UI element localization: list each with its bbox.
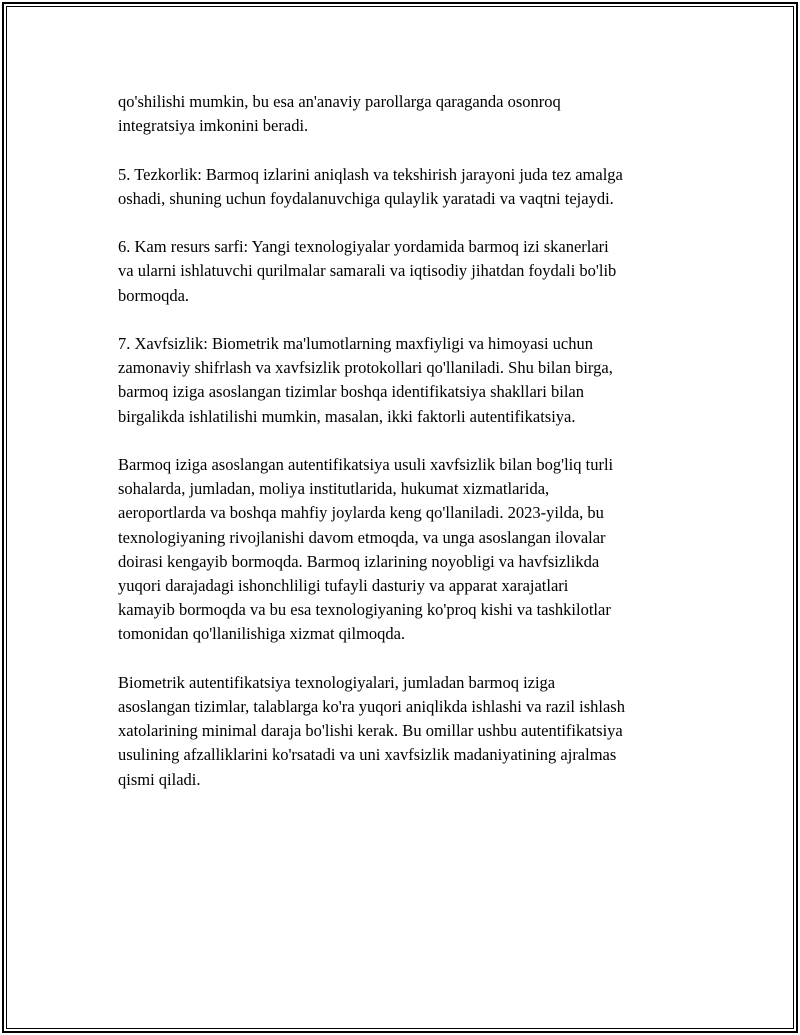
paragraph-security: 7. Xavfsizlik: Biometrik ma'lumotlarning maxfiyligi va himoyasi uchun zamonaviy shifrlash va xavfsizlik protokollari qo'llaniladi. Shu bilan birga, barmoq iziga asoslangan tizimlar boshqa identifikatsiya shakllari bilan birgalikda ishlatilishi mumkin, masalan, ikki faktorli autentifikatsiya. bbox=[118, 333, 613, 426]
paragraph-speed: 5. Tezkorlik: Barmoq izlarini aniqlash va tekshirish jarayoni juda tez amalga oshadi, shuning uchun foydalanuvchiga qulaylik yaratadi va vaqtni tejaydi. bbox=[118, 164, 623, 208]
paragraph-conclusion: Biometrik autentifikatsiya texnologiyalari, jumladan barmoq iziga asoslangan tizimlar, talablarga ko'ra yuqori aniqlikda ishlashi va razil ishlash xatolarining minimal daraja bo'lishi kerak. Bu omillar ushbu autentifikatsiya usulining afzalliklarini ko'rsatadi va uni xavfsizlik madaniyatining ajralmas qismi qiladi. bbox=[118, 672, 625, 789]
paragraph-low-resource: 6. Kam resurs sarfi: Yangi texnologiyalar yordamida barmoq izi skanerlari va ularni ishlatuvchi qurilmalar samarali va iqtisodiy jihatdan foydali bo'lib bormoqda. bbox=[118, 237, 617, 305]
paragraph-continuation: qo'shilishi mumkin, bu esa an'anaviy parollarga qaraganda osonroq integratsiya imkonini beradi. bbox=[118, 92, 561, 136]
document-body bbox=[118, 90, 698, 816]
paragraph-applications: Barmoq iziga asoslangan autentifikatsiya usuli xavfsizlik bilan bog'liq turli sohalarda, jumladan, moliya institutlarida, hukumat xizmatlarida, aeroportlarda va boshqa mahfiy joylarda keng qo'llaniladi. 2023-yilda, bu texnologiyaning rivojlanishi davom etmoqda, va unga asoslangan ilovalar doirasi kengayib bormoqda. Barmoq izlarining noyobligi va havfsizlikda yuqori darajadagi ishonchliligi tufayli dasturiy va apparat xarajatlari kamayib bormoqda va bu esa texnologiyaning ko'proq kishi va tashkilotlar tomonidan qo'llanilishiga xizmat qilmoqda. bbox=[118, 454, 614, 644]
